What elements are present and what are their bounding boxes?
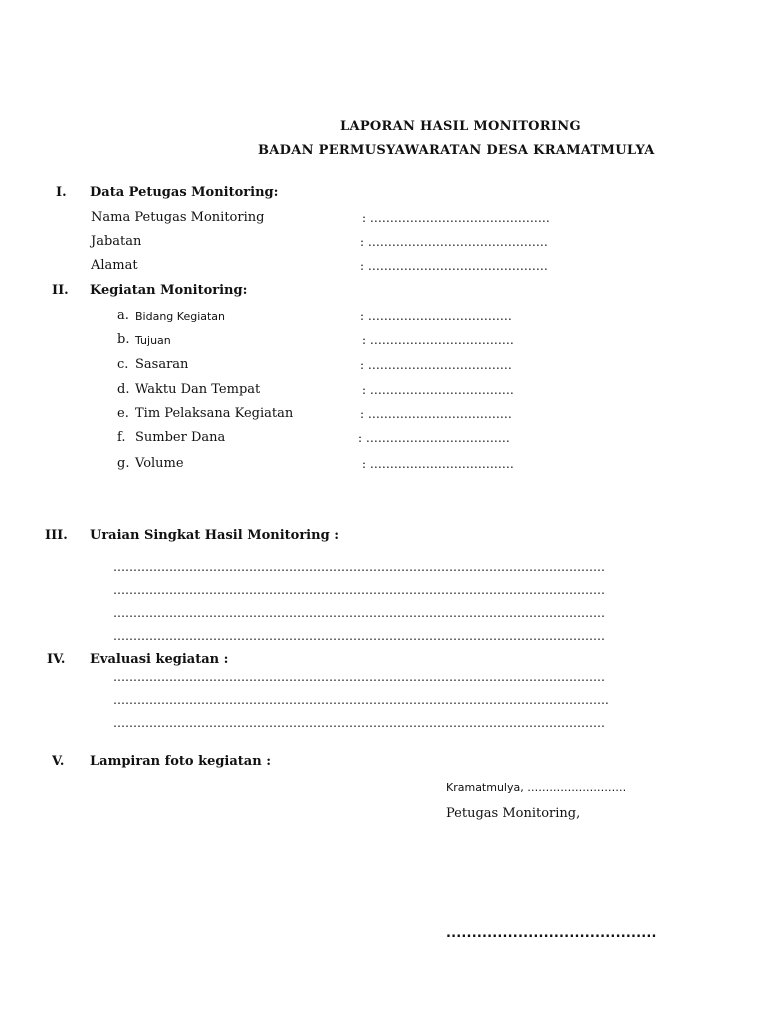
section-4-heading: Evaluasi kegiatan : [90, 652, 229, 667]
section-2-heading: Kegiatan Monitoring: [90, 283, 248, 298]
item-label: Sasaran [135, 357, 189, 372]
item-label: Waktu Dan Tempat [135, 382, 261, 397]
answer-line: …………………………………………………………………………………………………………… [113, 716, 605, 730]
item-value: : ……………………………… [362, 333, 514, 347]
item-letter: d. [117, 382, 130, 397]
field-value: : ……………………………………… [360, 235, 548, 249]
title-line-1: LAPORAN HASIL MONITORING [340, 119, 581, 134]
item-value: : ……………………………… [360, 309, 512, 323]
section-5-number: V. [52, 754, 65, 769]
field-label: Nama Petugas Monitoring [91, 210, 265, 225]
signature-place-date: Kramatmulya, ……………………… [446, 781, 627, 794]
item-letter: c. [117, 357, 129, 372]
item-value: : ……………………………… [362, 457, 514, 471]
item-value: : ……………………………… [360, 407, 512, 421]
item-label: Volume [135, 456, 184, 471]
field-label: Alamat [91, 258, 138, 273]
item-letter: f. [117, 430, 126, 445]
field-value: : ……………………………………… [360, 259, 548, 273]
section-2-number: II. [52, 283, 69, 298]
item-value: : ……………………………… [362, 383, 514, 397]
section-5-heading: Lampiran foto kegiatan : [90, 754, 271, 769]
signature-name-line: ......................................... [446, 926, 657, 941]
title-line-2: BADAN PERMUSYAWARATAN DESA KRAMATMULYA [258, 143, 655, 158]
item-label: Tujuan [135, 334, 171, 347]
item-letter: g. [117, 456, 130, 471]
answer-line: …………………………………………………………………………………………………………… [113, 606, 605, 620]
field-value: : ……………………………………… [362, 211, 550, 225]
answer-line: …………………………………………………………………………………………………………… [113, 583, 605, 597]
answer-line: …………………………………………………………………………………………………………… [113, 670, 605, 684]
answer-line: …………………………………………………………………………………………………………… [113, 629, 605, 643]
item-label: Tim Pelaksana Kegiatan [135, 406, 294, 421]
section-1-heading: Data Petugas Monitoring: [90, 185, 279, 200]
item-label: Sumber Dana [135, 430, 226, 445]
item-label: Bidang Kegiatan [135, 310, 226, 323]
item-letter: a. [117, 308, 129, 323]
section-1-number: I. [56, 185, 67, 200]
item-letter: e. [117, 406, 129, 421]
section-3-number: III. [45, 528, 68, 543]
item-letter: b. [117, 332, 130, 347]
answer-line: …………………………………………………………………………………………………………… [113, 560, 605, 574]
section-4-number: IV. [47, 652, 66, 667]
signature-role: Petugas Monitoring, [446, 806, 581, 821]
item-value: : ……………………………… [358, 431, 510, 445]
item-value: : ……………………………… [360, 358, 512, 372]
section-3-heading: Uraian Singkat Hasil Monitoring : [90, 528, 339, 543]
field-label: Jabatan [91, 234, 142, 249]
answer-line: ……………………………………………………………………………………………………………. [113, 693, 609, 707]
